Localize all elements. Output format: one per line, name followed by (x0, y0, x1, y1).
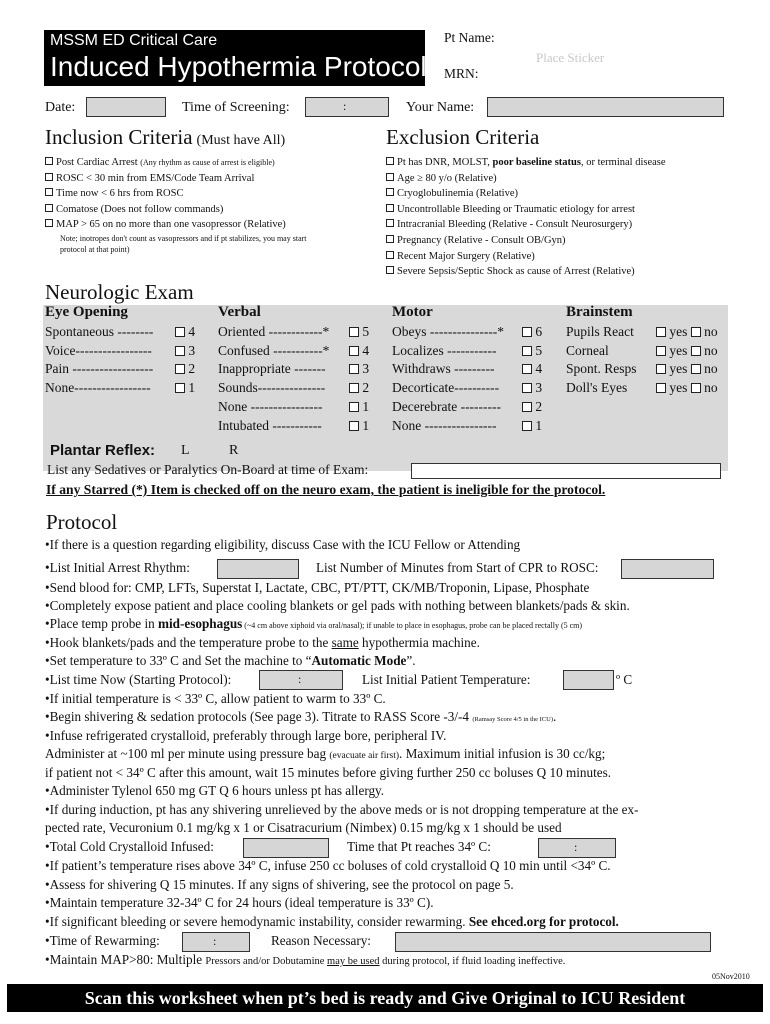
protocol-line: Reason Necessary: (271, 933, 371, 948)
inclusion-checkbox[interactable] (45, 219, 53, 227)
brainstem-heading: Brainstem (566, 304, 633, 320)
pt-name-label: Pt Name: (444, 30, 495, 45)
time-34c-field[interactable] (538, 838, 616, 858)
motor-row: Withdraws --------- (392, 361, 495, 376)
exclusion-item: Intracranial Bleeding (Relative - Consult Neurosurgery) (386, 217, 731, 233)
brainstem-options: yes no (656, 361, 718, 377)
exclusion-item: Severe Sepsis/Septic Shock as cause of Arrest (Relative) (386, 264, 731, 280)
eye-row: None----------------- (45, 380, 151, 395)
protocol-line: •Time of Rewarming: (45, 933, 160, 948)
protocol-line: •Hook blankets/pads and the temperature probe to the same hypothermia machine. (45, 635, 480, 650)
protocol-line: Administer at ~100 ml per minute using pressure bag (evacuate air first). Maximum initial infusion is 30 cc/kg; (45, 746, 606, 761)
motor-row: Decorticate---------- (392, 380, 500, 395)
motor-score: 4 (522, 361, 542, 377)
protocol-line: Time that Pt reaches 34º C: (347, 839, 491, 854)
rewarming-reason-field[interactable] (395, 932, 711, 952)
protocol-line: List Initial Patient Temperature: (362, 672, 531, 687)
plantar-left: L (181, 443, 190, 458)
yes-checkbox[interactable] (656, 327, 666, 337)
no-checkbox[interactable] (691, 364, 701, 374)
protocol-line: •Total Cold Crystalloid Infused: (45, 839, 214, 854)
exclusion-item: Uncontrollable Bleeding or Traumatic etiology for arrest (386, 202, 731, 218)
brainstem-options: yes no (656, 343, 718, 359)
motor-checkbox[interactable] (522, 402, 532, 412)
inclusion-checkbox[interactable] (45, 173, 53, 181)
crystalloid-field[interactable] (243, 838, 329, 858)
mrn-label: MRN: (444, 66, 479, 81)
eye-opening-heading: Eye Opening (45, 304, 128, 320)
time-separator: : (343, 99, 347, 113)
brainstem-row: Pupils React (566, 324, 634, 339)
eye-checkbox[interactable] (175, 327, 185, 337)
verbal-row: Sounds--------------- (218, 380, 326, 395)
form-title: Induced Hypothermia Protocol (50, 51, 427, 82)
title-block (44, 30, 425, 86)
brainstem-row: Spont. Resps (566, 361, 637, 376)
eye-score: 2 (175, 361, 195, 377)
inclusion-item: Time now < 6 hrs from ROSC (45, 186, 385, 202)
verbal-score: 1 (349, 418, 369, 434)
date-field[interactable] (86, 97, 166, 117)
protocol-line: •If during induction, pt has any shivering unrelieved by the above meds or is not dropping temperature at the ex- (45, 802, 639, 817)
inclusion-checkbox[interactable] (45, 204, 53, 212)
verbal-checkbox[interactable] (349, 327, 359, 337)
inclusion-checkbox[interactable] (45, 188, 53, 196)
version-date: 05Nov2010 (712, 972, 750, 981)
inclusion-heading: Inclusion Criteria (Must have All) (45, 125, 286, 149)
date-label: Date: (45, 100, 76, 115)
protocol-line: •If patient’s temperature rises above 34º C, infuse 250 cc boluses of cold crystalloid Q 10 min until <34º C. (45, 858, 611, 873)
exclusion-checkbox[interactable] (386, 219, 394, 227)
protocol-line: •Begin shivering & sedation protocols (See page 3). Titrate to RASS Score -3/-4 (Ramsay Score 4/5 in the ICU). (45, 709, 557, 724)
motor-checkbox[interactable] (522, 364, 532, 374)
exclusion-checkbox[interactable] (386, 266, 394, 274)
exclusion-checkbox[interactable] (386, 173, 394, 181)
exclusion-checkbox[interactable] (386, 204, 394, 212)
brainstem-options: yes no (656, 380, 718, 396)
motor-score: 3 (522, 380, 542, 396)
verbal-checkbox[interactable] (349, 383, 359, 393)
no-checkbox[interactable] (691, 327, 701, 337)
verbal-score: 1 (349, 399, 369, 415)
exclusion-checkbox[interactable] (386, 188, 394, 196)
verbal-row: Oriented ------------* (218, 324, 330, 339)
eye-row: Voice----------------- (45, 343, 152, 358)
exclusion-item: Cryoglobulinemia (Relative) (386, 186, 731, 202)
department-label: MSSM ED Critical Care (50, 32, 218, 49)
time-separator: : (574, 840, 578, 854)
verbal-checkbox[interactable] (349, 402, 359, 412)
inclusion-list (45, 155, 385, 255)
eye-score: 1 (175, 380, 195, 396)
verbal-row: Inappropriate ------- (218, 361, 326, 376)
temp-unit: º C (616, 672, 633, 687)
protocol-line: if patient not < 34º C after this amount, wait 15 minutes before giving further 250 cc boluses Q 10 minutes. (45, 765, 612, 780)
exclusion-heading: Exclusion Criteria (386, 125, 540, 149)
protocol-line: •If significant bleeding or severe hemodynamic instability, consider rewarming. See ehced.org for protocol. (45, 914, 619, 929)
protocol-line: •Assess for shivering Q 15 minutes. If any signs of shivering, see the protocol on page 5. (45, 877, 514, 892)
your-name-field[interactable] (487, 97, 724, 117)
protocol-line: •Maintain MAP>80: Multiple Pressors and/or Dobutamine may be used during protocol, if fluid loading ineffective. (45, 952, 566, 967)
plantar-right: R (229, 443, 239, 458)
motor-checkbox[interactable] (522, 421, 532, 431)
cpr-minutes-field[interactable] (621, 559, 714, 579)
protocol-line: pected rate, Vecuronium 0.1 mg/kg x 1 or Cisatracurium (Nimbex) 0.15 mg/kg x 1 should be used (45, 820, 562, 835)
motor-checkbox[interactable] (522, 327, 532, 337)
protocol-line: List Number of Minutes from Start of CPR to ROSC: (316, 560, 599, 575)
motor-row: Decerebrate --------- (392, 399, 502, 414)
verbal-score: 4 (349, 343, 369, 359)
exclusion-item: Recent Major Surgery (Relative) (386, 249, 731, 265)
verbal-checkbox[interactable] (349, 346, 359, 356)
brainstem-row: Corneal (566, 343, 609, 358)
no-checkbox[interactable] (691, 383, 701, 393)
time-screening-label: Time of Screening: (182, 100, 290, 115)
exclusion-item: Pregnancy (Relative - Consult OB/Gyn) (386, 233, 731, 249)
motor-row: Obeys ---------------* (392, 324, 505, 339)
motor-checkbox[interactable] (522, 346, 532, 356)
protocol-line: •Send blood for: CMP, LFTs, Superstat I, Lactate, CBC, PT/PTT, CK/MB/Troponin, Lipase, Phosphate (45, 580, 590, 595)
eye-row: Spontaneous -------- (45, 324, 154, 339)
sedatives-label: List any Sedatives or Paralytics On-Board at time of Exam: (47, 462, 369, 477)
arrest-rhythm-field[interactable] (217, 559, 299, 579)
eye-checkbox[interactable] (175, 383, 185, 393)
yes-checkbox[interactable] (656, 383, 666, 393)
motor-score: 6 (522, 324, 542, 340)
footer-banner-text: Scan this worksheet when pt’s bed is ready and Give Original to ICU Resident (84, 988, 686, 1008)
time-separator: : (298, 672, 302, 686)
inclusion-item: MAP > 65 on no more than one vasopressor (Relative) (45, 217, 385, 233)
verbal-checkbox[interactable] (349, 421, 359, 431)
protocol-line: •List Initial Arrest Rhythm: (45, 560, 190, 575)
initial-temp-field[interactable] (563, 670, 614, 690)
sticker-placeholder: Place Sticker (536, 50, 605, 65)
motor-checkbox[interactable] (522, 383, 532, 393)
verbal-row: Confused -----------* (218, 343, 330, 358)
inclusion-note: Note; inotropes don't count as vasopressors and if pt stabilizes, you may start protocol at that point) (60, 233, 307, 254)
inclusion-item: Post Cardiac Arrest (Any rhythm as cause of arrest is eligible) (45, 155, 385, 171)
protocol-line: •Place temp probe in mid-esophagus (~4 cm above xiphoid via oral/nasal); if unable to place in esophagus, probe can be placed rectally (5 cm) (45, 616, 583, 631)
motor-score: 5 (522, 343, 542, 359)
eye-checkbox[interactable] (175, 364, 185, 374)
yes-checkbox[interactable] (656, 346, 666, 356)
protocol-line: •If there is a question regarding eligibility, discuss Case with the ICU Fellow or Attending (45, 537, 521, 552)
sedatives-field[interactable] (411, 463, 721, 479)
motor-row: Localizes ----------- (392, 343, 497, 358)
eye-row: Pain ------------------ (45, 361, 154, 376)
eye-score: 3 (175, 343, 195, 359)
exclusion-checkbox[interactable] (386, 235, 394, 243)
inclusion-checkbox[interactable] (45, 157, 53, 165)
verbal-heading: Verbal (218, 304, 261, 320)
time-screening-field[interactable] (305, 97, 389, 117)
eye-score: 4 (175, 324, 195, 340)
rewarming-time-field[interactable] (182, 932, 250, 952)
verbal-row: Intubated ----------- (218, 418, 322, 433)
ineligible-warning: If any Starred (*) Item is checked off on the neuro exam, the patient is ineligible for the protocol. (46, 482, 606, 497)
exclusion-item: Pt has DNR, MOLST, poor baseline status, or terminal disease (386, 155, 731, 171)
exclusion-checkbox[interactable] (386, 251, 394, 259)
your-name-label: Your Name: (406, 100, 475, 115)
protocol-line: •Infuse refrigerated crystalloid, preferably through large bore, peripheral IV. (45, 728, 447, 743)
motor-score: 2 (522, 399, 542, 415)
brainstem-row: Doll's Eyes (566, 380, 628, 395)
inclusion-item: ROSC < 30 min from EMS/Code Team Arrival (45, 171, 385, 187)
exclusion-item: Age ≥ 80 y/o (Relative) (386, 171, 731, 187)
protocol-line: •If initial temperature is < 33º C, allow patient to warm to 33º C. (45, 691, 386, 706)
protocol-line: •Maintain temperature 32-34º C for 24 hours (ideal temperature is 33º C). (45, 895, 434, 910)
eye-checkbox[interactable] (175, 346, 185, 356)
motor-row: None ---------------- (392, 418, 497, 433)
exclusion-checkbox[interactable] (386, 157, 394, 165)
verbal-checkbox[interactable] (349, 364, 359, 374)
start-time-field[interactable] (259, 670, 343, 690)
protocol-heading: Protocol (46, 510, 118, 534)
time-separator: : (213, 934, 217, 948)
footer-banner (7, 984, 763, 1012)
verbal-row: None ---------------- (218, 399, 323, 414)
verbal-score: 5 (349, 324, 369, 340)
verbal-score: 3 (349, 361, 369, 377)
yes-checkbox[interactable] (656, 364, 666, 374)
plantar-reflex-label: Plantar Reflex: (50, 442, 156, 459)
protocol-line: •Administer Tylenol 650 mg GT Q 6 hours unless pt has allergy. (45, 783, 385, 798)
no-checkbox[interactable] (691, 346, 701, 356)
motor-heading: Motor (392, 304, 433, 320)
brainstem-options: yes no (656, 324, 718, 340)
neuro-exam-heading: Neurologic Exam (45, 280, 194, 304)
inclusion-item: Comatose (Does not follow commands) (45, 202, 385, 218)
protocol-line: •Set temperature to 33º C and Set the machine to “Automatic Mode”. (45, 653, 416, 668)
verbal-score: 2 (349, 380, 369, 396)
protocol-line: •Completely expose patient and place cooling blankets or gel pads with nothing between blankets/pads & skin. (45, 598, 630, 613)
protocol-line: •List time Now (Starting Protocol): (45, 672, 232, 687)
exclusion-list (386, 155, 731, 280)
motor-score: 1 (522, 418, 542, 434)
